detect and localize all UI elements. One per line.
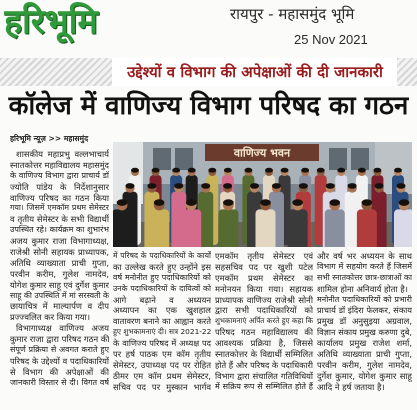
decorative-hatch-left (0, 58, 112, 86)
article-column (10, 149, 109, 389)
group-photo (113, 142, 412, 247)
text-line: सचिव पद पर मुस्कान भार्गव (113, 381, 211, 392)
text-line: हुए शुभकामनाएं दी। सत्र 2021-22 (113, 327, 211, 337)
text-line: वाणिज्य परिषद का गठन किया (10, 192, 109, 203)
text-line: और वर्ष भर अध्ययन के साथ (317, 251, 412, 261)
text-line: योगेश कुमार साहू एवं दुर्गेश कुमार (10, 279, 109, 290)
building-sign-text: वाणिज्य भवन (233, 146, 291, 160)
text-line: उनके पदाधिकारियों के दायित्वों को (113, 283, 211, 293)
text-line: शुभकामनाएं अर्पित करते हुए कहा कि (215, 316, 313, 326)
text-line: संपूर्ण प्रक्रिया से अवगत कराते हुए (10, 345, 109, 355)
text-line: छायाचित्र में माल्यार्पण व दीप (10, 301, 109, 312)
text-line: विभागाध्यक्ष वाणिज्य अजय (16, 323, 109, 334)
text-line: से विभाग की अपेक्षाओं की (10, 366, 109, 377)
paragraph (10, 149, 109, 323)
text-line: एमकॉम प्रथम सेमेस्टर का (215, 272, 313, 283)
text-line: गया। जिसमें एमकॉम प्रथम सेमेस्टर (10, 203, 109, 213)
text-line: होते हैं और परिषद के पदाधिकारी (215, 359, 313, 370)
text-line: परवीन करीम, गुलेश नामदेव, (317, 359, 412, 370)
text-line: शासकीय महाप्रभु वल्लभाचार्य (16, 149, 109, 159)
text-line: के वाणिज्य विभाग द्वारा प्राचार्य डॉ (10, 170, 109, 180)
text-line: में परिषद के पदाधिकारियों के कार्यों (113, 251, 211, 260)
article-column (215, 251, 313, 393)
text-line: ज्योति पांडेय के निर्देशानुसार (10, 181, 109, 192)
date-label: 25 Nov 2021 (294, 32, 368, 47)
text-line: स्नातकोत्तर महाविद्यालय महासमुंद (10, 159, 109, 170)
paragraph (317, 251, 412, 393)
text-line: शामिल होना अनिवार्य होता है। (317, 283, 408, 294)
text-line: का उल्लेख करते हुए उन्होंने इस (113, 261, 211, 272)
text-line: व तृतीय सेमेस्टर के सभी विद्यार्थी (10, 214, 109, 225)
group-photo-image (113, 142, 412, 247)
text-line: सेमेस्टर, उपाध्यक्ष पद पर रोहित (113, 359, 211, 370)
text-line: उपस्थित रहे। कार्यक्रम का शुभारंभ (10, 225, 109, 235)
text-line: राजेश्री सोनी सहायक प्राध्यापक, (10, 247, 109, 258)
text-line: पर हर्ष पाठक एम कॉम तृतीय (113, 349, 211, 360)
text-line: एमकॉम तृतीय सेमेस्टर एवं (215, 251, 313, 261)
text-line: साहू की उपस्थिति में मां सरस्वती के (10, 290, 109, 300)
paragraph (10, 323, 109, 388)
text-line: सभी स्नातकोत्तर छात्र-छात्राओं का (317, 272, 412, 282)
paragraph (215, 251, 313, 393)
text-line: ठीमर एम कॉम प्रथम सेमेस्टर, (113, 370, 211, 381)
kicker-text: उद्देश्यों व विभाग की अपेक्षाओं की दी जानकारी (127, 63, 383, 81)
text-line: प्राध्यापक वाणिज्य राजेश्री सोनी (215, 294, 313, 305)
paragraph (113, 251, 211, 393)
text-line: में सक्रिय रूप से सम्मिलित होते हैं (215, 381, 313, 391)
edition-label: रायपुर - महासमुंद भूमि (230, 5, 355, 23)
text-line: कार्यालय प्रमुख राजेश शर्मा, (317, 338, 412, 349)
text-line: प्राचार्य डॉ इंदिरा फेलकर, संकाय (317, 305, 412, 316)
text-line: परिषद के उद्देश्यों व पदाधिकारियों (10, 355, 109, 366)
text-line: स्नातकोत्तर के विद्यार्थी सम्मिलित (215, 349, 313, 360)
text-line: अध्यापन का एक खुशहाल (113, 305, 211, 316)
newspaper-logo: हरिभूमि (4, 2, 98, 42)
text-line: परवीन करीम, गुलेश नामदेव, (10, 268, 109, 279)
text-line: आगे बढ़ाने व अध्ययन (113, 294, 211, 305)
text-line: के वाणिज्य परिषद में अध्यक्ष पद (113, 338, 211, 349)
article-column (317, 251, 412, 393)
text-line: दुर्गेश कुमार, योगेश कुमार साहू (317, 370, 412, 381)
text-line: प्रमुख डॉ अनुसुइया अग्रवाल, (317, 316, 412, 327)
text-line: द्वारा सभी पदाधिकारियों को (215, 305, 313, 316)
headline: कॉलेज में वाणिज्य विभाग परिषद का गठन (8, 91, 409, 121)
text-line: विज्ञान संकाय प्रमुख करुणा दुबे, (317, 327, 412, 338)
text-line: आवश्यक प्रक्रिया है, जिससे (215, 338, 313, 349)
text-line: आदि ने हर्ष जताया है। (317, 381, 385, 392)
text-line: प्रज्ज्वलित कर किया गया। (10, 312, 91, 323)
text-line: अजय कुमार राजा विभागाध्यक्ष, (10, 236, 109, 247)
text-line: मनोनयन किया गया। सहायक (215, 283, 313, 294)
text-line: सहसचिव पद पर खुशी पटेल (215, 261, 313, 272)
decorative-hatch-right (397, 58, 417, 86)
text-line: मनोनीत पदाधिकारियों को प्रभारी (317, 294, 412, 304)
article-column (113, 251, 211, 393)
text-line: अतिथि व्याख्याता प्राची गुप्ता, (317, 349, 412, 360)
byline: हरिभूमि न्यूज़ >> महासमुंद (10, 134, 89, 143)
text-line: विभाग द्वारा संचालित गतिविधियों (215, 370, 313, 381)
text-line: कुमार राजा द्वारा परिषद गठन की (10, 334, 109, 345)
kicker-band (0, 58, 417, 86)
text-line: जानकारी विस्तार से दी। विगत वर्ष (10, 377, 109, 387)
text-line: अतिथि व्याख्याता प्राची गुप्ता, (10, 257, 109, 268)
text-line: वातावरण बनाने का आह्वान करते (113, 316, 211, 327)
text-line: परिषद गठन महाविद्यालय की (215, 327, 313, 338)
text-line: वर्ष मनोनीत हुए पदाधिकारियों को (113, 272, 211, 282)
text-line: विभाग में सहयोग करते हैं जिसमें (317, 261, 412, 271)
